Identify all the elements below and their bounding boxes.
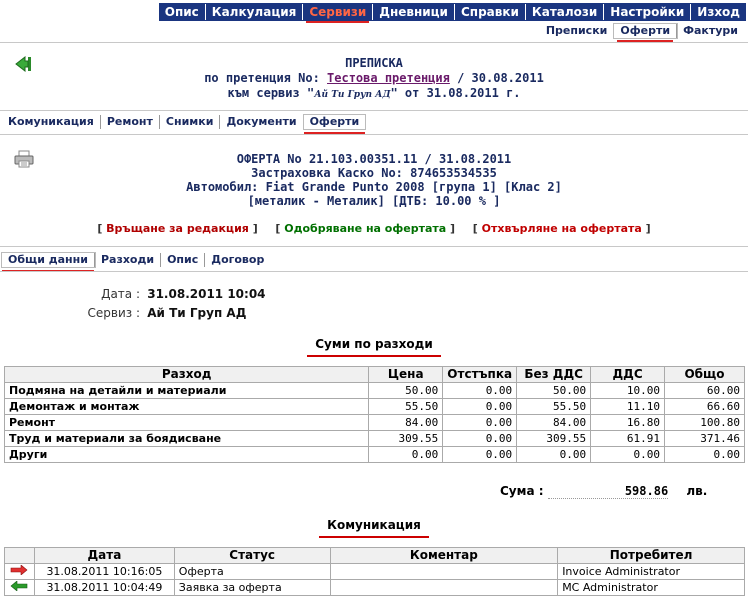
total-cell: 371.46 (665, 431, 745, 447)
vat-cell: 61.91 (591, 431, 665, 447)
divider (0, 42, 748, 43)
vat-cell: 16.80 (591, 415, 665, 431)
sum-label: Сума : (500, 484, 544, 498)
comm-comment (330, 580, 558, 596)
col-comment: Коментар (330, 548, 558, 564)
date-row (0, 287, 266, 301)
communication-table (4, 547, 745, 596)
paint-info: [металик - Металик] [ДТБ: 10.00 % ] (247, 194, 501, 208)
divider (0, 246, 748, 247)
table-row (5, 431, 745, 447)
offer-subtabs (2, 253, 270, 267)
tab-inventory[interactable]: Опис (161, 253, 205, 267)
vat-cell: 11.10 (591, 399, 665, 415)
main-menu-bar (159, 3, 746, 21)
discount-cell: 0.00 (443, 383, 517, 399)
comm-date: 31.08.2011 10:04:49 (34, 580, 174, 596)
col-user: Потребител (558, 548, 745, 564)
menu-item-opis[interactable]: Опис (159, 4, 206, 20)
expense-name: Демонтаж и монтаж (5, 399, 369, 415)
sum-row (500, 484, 707, 499)
col-without-vat: Без ДДС (517, 367, 591, 383)
expenses-section-title: Суми по разходи (0, 337, 748, 351)
without-vat-cell: 50.00 (517, 383, 591, 399)
tab-general-data[interactable]: Общи данни (2, 253, 95, 267)
without-vat-cell: 84.00 (517, 415, 591, 431)
reject-offer-link[interactable]: Отхвърляне на офертата (481, 222, 642, 235)
table-header-row (5, 548, 745, 564)
offer-actions: [ Връщане за редакция ] [ Одобряване на офертата ] [ Отхвърляне на офертата ] (97, 222, 651, 235)
tab-photos[interactable]: Снимки (160, 115, 221, 129)
service-value: Ай Ти Груп АД (147, 306, 247, 320)
price-cell: 55.50 (369, 399, 443, 415)
menu-item-calculation[interactable]: Калкулация (206, 4, 304, 20)
col-status: Статус (174, 548, 330, 564)
col-price: Цена (369, 367, 443, 383)
claim-link[interactable]: Тестова претенция (327, 71, 450, 85)
table-row (5, 447, 745, 463)
table-header-row (5, 367, 745, 383)
table-row (5, 383, 745, 399)
menu-item-settings[interactable]: Настройки (604, 4, 691, 20)
tab-documents[interactable]: Документи (220, 115, 303, 129)
menu-item-logout[interactable]: Изход (697, 5, 740, 19)
total-cell: 66.60 (665, 399, 745, 415)
service-name: Ай Ти Груп АД (314, 90, 391, 100)
tab-communication[interactable]: Комуникация (2, 115, 101, 129)
expense-name: Труд и материали за боядисване (5, 431, 369, 447)
discount-cell: 0.00 (443, 399, 517, 415)
return-for-edit-link[interactable]: Връщане за редакция (106, 222, 249, 235)
service-label: Сервиз : (87, 306, 140, 320)
service-line: към сервиз "Ай Ти Груп АД" от 31.08.2011 г. (227, 86, 521, 100)
subnav-invoices[interactable]: Фактури (683, 24, 738, 37)
expenses-table (4, 366, 745, 463)
claim-line: по претенция No: Тестова претенция / 30.08.2011 (204, 71, 544, 85)
total-cell: 60.00 (665, 383, 745, 399)
menu-item-reports[interactable]: Справки (455, 4, 526, 20)
expense-name: Ремонт (5, 415, 369, 431)
tab-offers[interactable]: Оферти (304, 115, 366, 129)
page-title: ПРЕПИСКА (345, 56, 403, 70)
expense-name: Подмяна на детайли и материали (5, 383, 369, 399)
service-row (0, 306, 246, 320)
without-vat-cell: 309.55 (517, 431, 591, 447)
col-expense: Разход (5, 367, 369, 383)
date-value: 31.08.2011 10:04 (147, 287, 266, 301)
divider (0, 134, 748, 135)
discount-cell: 0.00 (443, 431, 517, 447)
tab-repair[interactable]: Ремонт (101, 115, 160, 129)
correspondence-tabs (2, 115, 365, 129)
comm-status: Оферта (174, 564, 330, 580)
communication-section-title: Комуникация (0, 518, 748, 532)
sum-value: 598.86 (548, 484, 668, 499)
col-vat: ДДС (591, 367, 665, 383)
discount-cell: 0.00 (443, 447, 517, 463)
discount-cell: 0.00 (443, 415, 517, 431)
insurance-policy: Застраховка Каско No: 874653534535 (251, 166, 497, 180)
table-row (5, 399, 745, 415)
without-vat-cell: 55.50 (517, 399, 591, 415)
expense-name: Други (5, 447, 369, 463)
price-cell: 50.00 (369, 383, 443, 399)
vat-cell: 10.00 (591, 383, 665, 399)
comm-user: Invoice Administrator (558, 564, 745, 580)
sub-navigation (540, 24, 744, 38)
comm-comment (330, 564, 558, 580)
top-navigation (0, 0, 748, 22)
col-discount: Отстъпка (443, 367, 517, 383)
tab-contract[interactable]: Договор (211, 253, 265, 266)
offer-details (0, 152, 748, 208)
outgoing-arrow-icon (5, 564, 35, 580)
subnav-correspondence[interactable]: Преписки (540, 24, 615, 38)
col-total: Общо (665, 367, 745, 383)
offer-number: ОФЕРТА No 21.103.00351.11 / 31.08.2011 (236, 152, 512, 166)
menu-item-services[interactable]: Сервизи (303, 4, 373, 20)
date-label: Дата : (101, 287, 140, 301)
price-cell: 0.00 (369, 447, 443, 463)
approve-offer-link[interactable]: Одобряване на офертата (284, 222, 447, 235)
vat-cell: 0.00 (591, 447, 665, 463)
tab-expenses[interactable]: Разходи (95, 253, 161, 267)
sum-currency: лв. (686, 484, 708, 498)
subnav-offers[interactable]: Оферти (614, 24, 677, 38)
correspondence-header (0, 56, 748, 103)
table-row[interactable] (5, 580, 745, 596)
divider (0, 110, 748, 111)
incoming-arrow-icon (5, 580, 35, 596)
col-date: Дата (34, 548, 174, 564)
menu-item-catalogs[interactable]: Каталози (526, 4, 604, 20)
vehicle-info: Автомобил: Fiat Grande Punto 2008 [група 1] [Клас 2] (186, 180, 562, 194)
divider (0, 271, 748, 272)
price-cell: 309.55 (369, 431, 443, 447)
col-direction (5, 548, 35, 564)
comm-date: 31.08.2011 10:16:05 (34, 564, 174, 580)
table-row[interactable] (5, 564, 745, 580)
without-vat-cell: 0.00 (517, 447, 591, 463)
menu-item-journals[interactable]: Дневници (373, 4, 455, 20)
comm-user: MC Administrator (558, 580, 745, 596)
total-cell: 0.00 (665, 447, 745, 463)
price-cell: 84.00 (369, 415, 443, 431)
comm-status: Заявка за оферта (174, 580, 330, 596)
table-row (5, 415, 745, 431)
total-cell: 100.80 (665, 415, 745, 431)
